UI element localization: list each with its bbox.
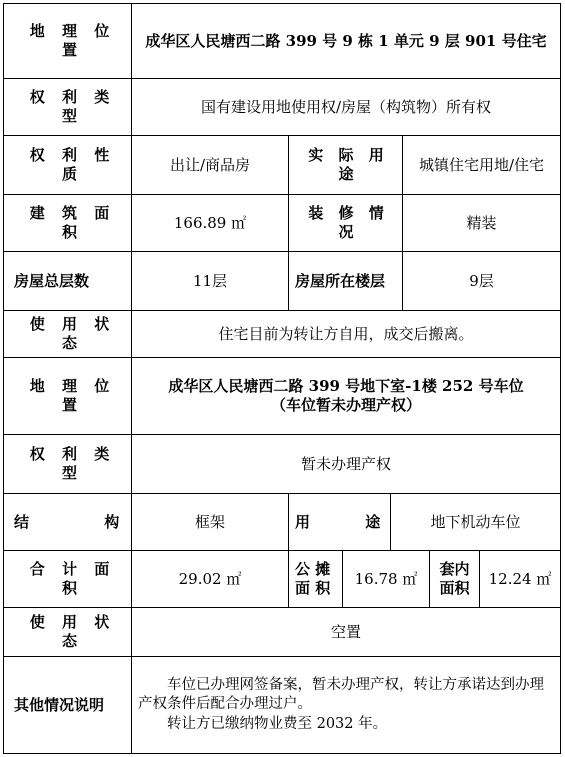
shared-area-line1: 公 摊 bbox=[295, 560, 331, 579]
label-right-type: 权 利 类 型 bbox=[3, 78, 132, 136]
label-shared-area bbox=[288, 550, 343, 608]
inner-area-line2: 面积 bbox=[439, 579, 470, 597]
value-parking-location bbox=[131, 357, 561, 435]
value-shared-area: 16.78 ㎡ bbox=[342, 550, 430, 608]
parking-location-line1: 成华区人民塘西二路 399 号地下室-1楼 252 号车位 bbox=[168, 377, 524, 396]
label-parking-use: 用 途 bbox=[288, 493, 391, 551]
value-other-notes bbox=[131, 656, 561, 754]
label-decoration: 装 修 情 况 bbox=[288, 194, 403, 252]
value-total-area: 29.02 ㎡ bbox=[131, 550, 289, 608]
value-right-nature: 出让/商品房 bbox=[131, 135, 289, 195]
value-parking-use: 地下机动车位 bbox=[390, 493, 561, 551]
property-info-table bbox=[3, 3, 561, 754]
label-other-notes: 其他情况说明 bbox=[3, 656, 132, 754]
label-inner-area bbox=[429, 550, 480, 608]
value-usage-status: 住宅目前为转让方自用，成交后搬离。 bbox=[131, 310, 561, 358]
label-structure: 结 构 bbox=[3, 493, 132, 551]
value-inner-area: 12.24 ㎡ bbox=[479, 550, 561, 608]
other-notes-paragraph-1: 车位已办理网签备案，暂未办理产权，转让方承诺达到办理产权条件后配合办理过户。 bbox=[138, 676, 544, 713]
value-structure: 框架 bbox=[131, 493, 289, 551]
inner-area-line1: 套内 bbox=[439, 560, 470, 579]
label-location: 地 理 位 置 bbox=[3, 3, 132, 79]
value-parking-right-type: 暂未办理产权 bbox=[131, 434, 561, 494]
value-decoration: 精装 bbox=[402, 194, 561, 252]
value-location: 成华区人民塘西二路 399 号 9 栋 1 单元 9 层 901 号住宅 bbox=[131, 3, 561, 79]
value-floor: 9层 bbox=[402, 251, 561, 311]
label-actual-use: 实 际 用 途 bbox=[288, 135, 403, 195]
label-total-floors: 房屋总层数 bbox=[3, 251, 132, 311]
other-notes-paragraph-2: 转让方已缴纳物业费至 2032 年。 bbox=[167, 715, 388, 732]
label-parking-usage-status: 使 用 状 态 bbox=[3, 607, 132, 657]
shared-area-line2: 面 积 bbox=[295, 579, 331, 597]
label-parking-location: 地 理 位 置 bbox=[3, 357, 132, 435]
label-right-nature: 权 利 性 质 bbox=[3, 135, 132, 195]
label-total-area: 合 计 面 积 bbox=[3, 550, 132, 608]
value-total-floors: 11层 bbox=[131, 251, 289, 311]
label-floor: 房屋所在楼层 bbox=[288, 251, 403, 311]
value-right-type: 国有建设用地使用权/房屋（构筑物）所有权 bbox=[131, 78, 561, 136]
label-usage-status: 使 用 状 态 bbox=[3, 310, 132, 358]
value-actual-use: 城镇住宅用地/住宅 bbox=[402, 135, 561, 195]
value-building-area: 166.89 ㎡ bbox=[131, 194, 289, 252]
label-parking-right-type: 权 利 类 型 bbox=[3, 434, 132, 494]
parking-location-line2: （车位暂未办理产权） bbox=[270, 396, 421, 414]
label-building-area: 建 筑 面 积 bbox=[3, 194, 132, 252]
value-parking-usage-status: 空置 bbox=[131, 607, 561, 657]
